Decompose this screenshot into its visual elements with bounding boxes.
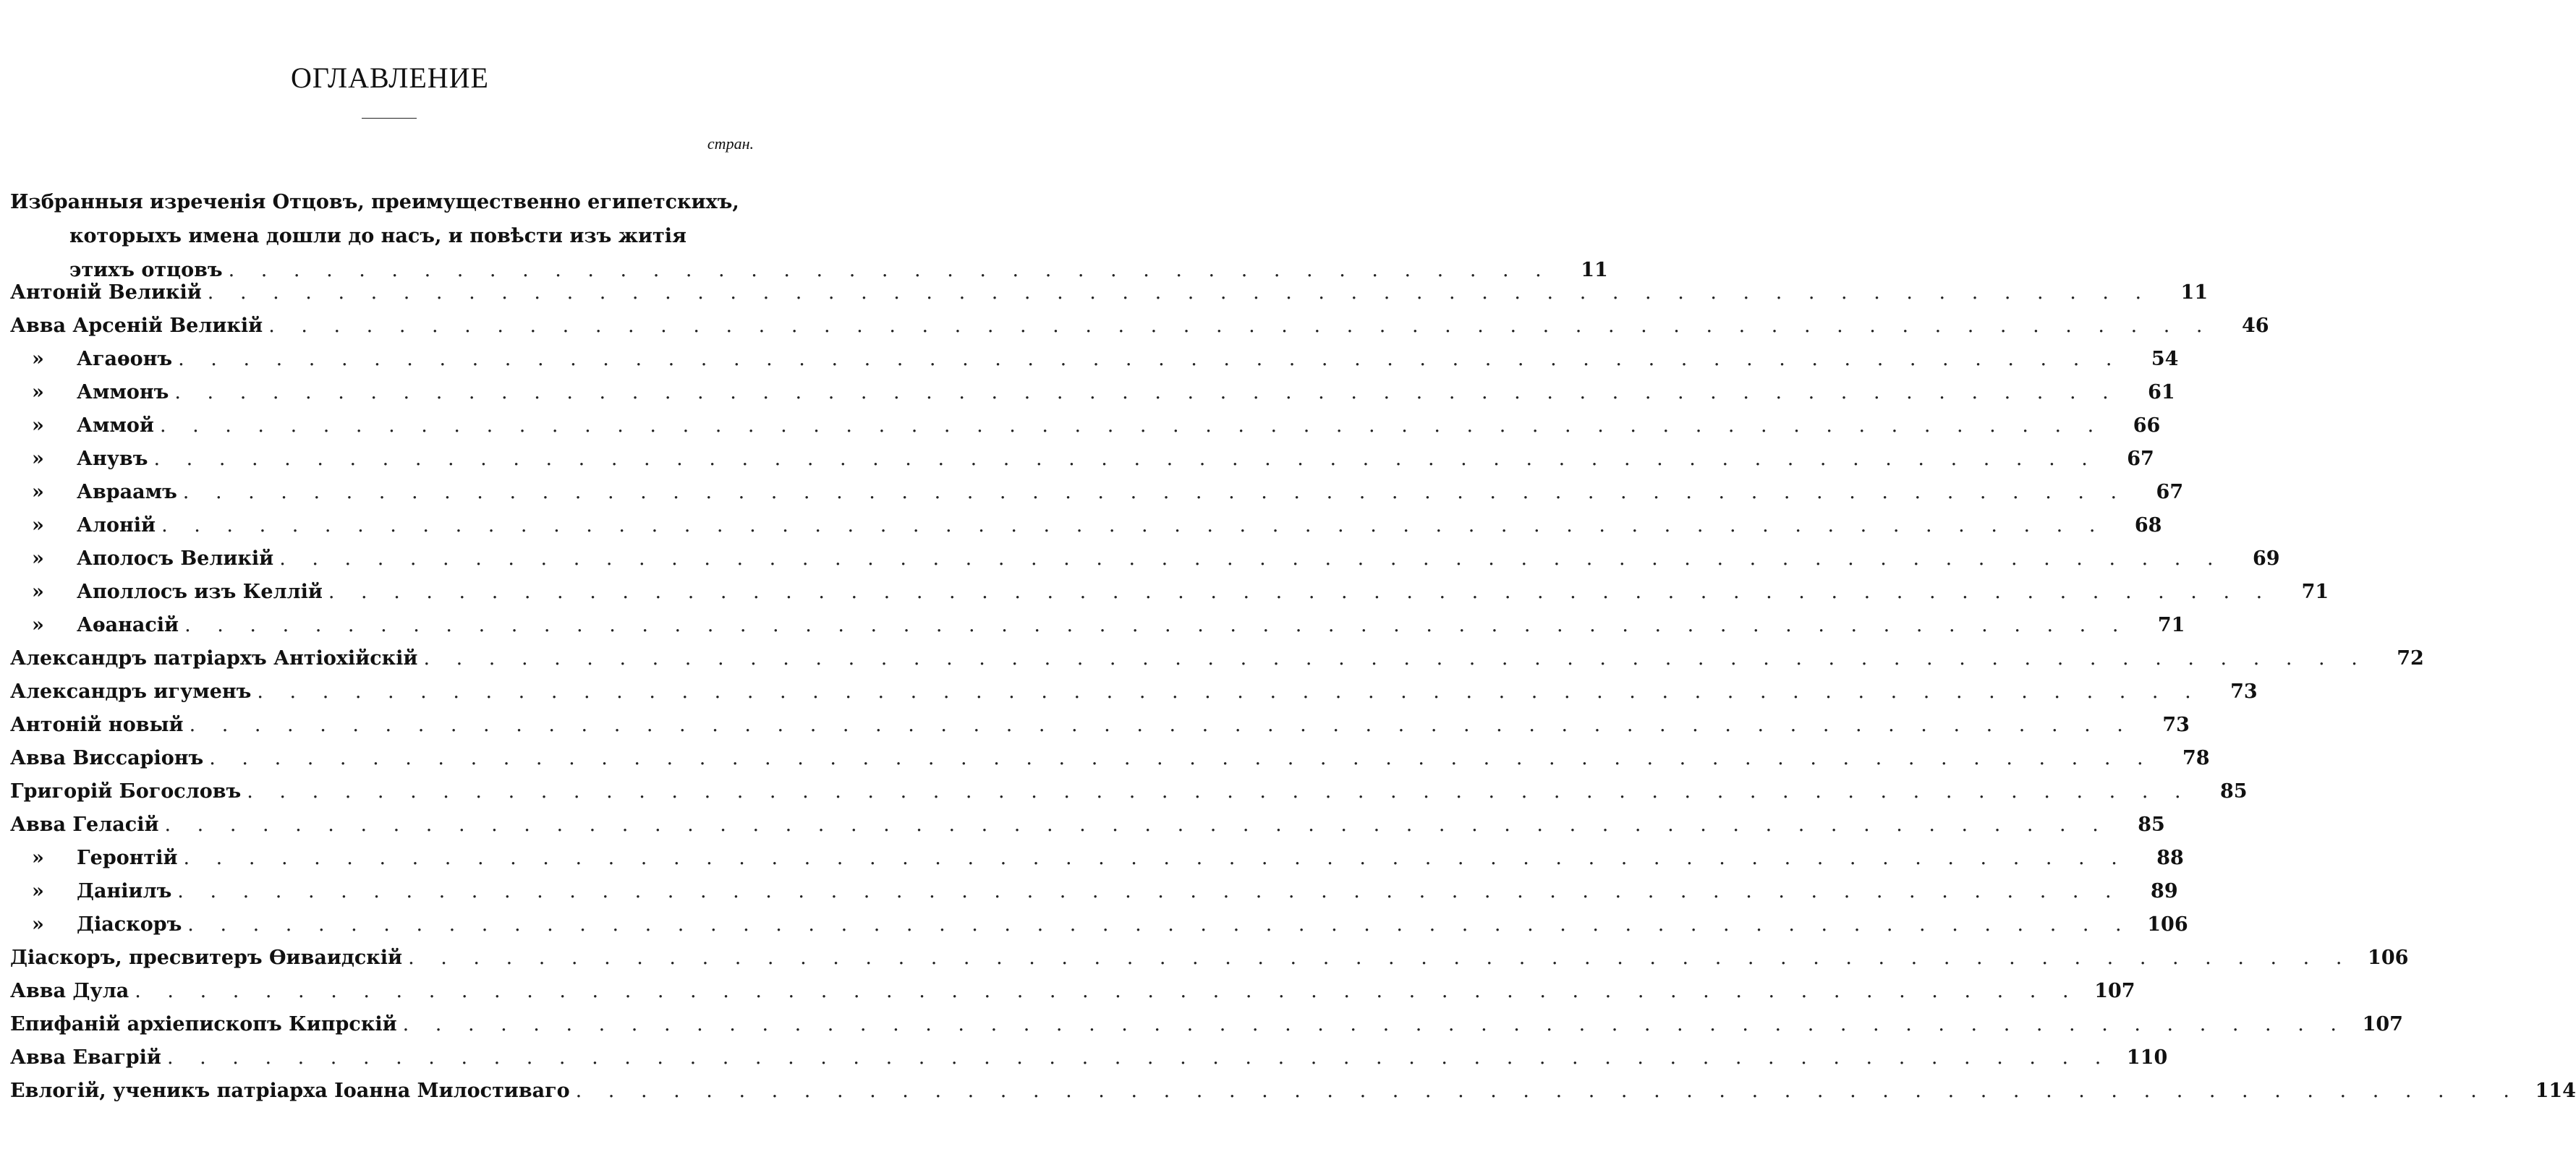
toc-row [10,614,2185,647]
toc-entry-name: Авва Виссаріонъ [10,747,204,769]
toc-row [10,414,2161,448]
toc-page-number: 46 [2241,315,2269,337]
toc-entry-name: Аполосъ Великій [77,547,274,570]
dot-leader: . . . . . . . . . . . . . . . . . . . . . . . . . . . . . . . . . . . . . . . . . . . . . . . . . . . . . . . . . . . . [207,281,2152,304]
toc-row [10,947,2409,980]
toc-page-number: 85 [2138,814,2165,836]
toc-page-number: 110 [2126,1046,2168,1069]
toc-entry-name: Даніилъ [77,880,172,902]
toc-entry-name: Геронтій [77,847,178,869]
toc-page-number: 67 [2127,448,2154,470]
toc-page-number: 11 [2180,281,2209,304]
page-column-label: стран. [707,135,754,153]
toc-row [10,680,2258,714]
ditto-mark: » [32,381,44,404]
dot-leader: . . . . . . . . . . . . . . . . . . . . . . . . . . . . . . . . . . . . . . . . . . . . . . . . . . . . . . . . . . . . [268,315,2213,337]
dot-leader: . . . . . . . . . . . . . . . . . . . . . . . . . . . . . . . . . . . . . . . . . . . . . . . . . . . . . . . . . . . . [164,814,2109,836]
intro-line-2: которыхъ имена дошли до насъ, и повѣсти изъ житія [69,225,686,247]
toc-row [10,448,2154,481]
ditto-mark: » [32,880,44,902]
toc-row [10,348,2179,381]
ditto-mark: » [32,581,44,603]
toc-row [10,647,2424,680]
dot-leader: . . . . . . . . . . . . . . . . . . . . . . . . . . . . . . . . . . . . . . . . . . . . . . . . . . . . . . . . . . . . [178,348,2122,370]
ditto-mark: » [32,481,44,503]
dot-leader: . . . . . . . . . . . . . . . . . . . . . . . . . . . . . . . . . . . . . . . . . . . . . . . . . . . . . . . . . . . . [182,481,2127,503]
toc-page-number: 66 [2133,414,2161,437]
ditto-mark: » [32,614,44,636]
dot-leader: . . . . . . . . . . . . . . . . . . . . . . . . . . . . . . . . . . . . . . . . . [228,259,1552,281]
dot-leader: . . . . . . . . . . . . . . . . . . . . . . . . . . . . . . . . . . . . . . . . . . . . . . . . . . . . . . . . . . . . [328,581,2273,603]
toc-page-number: 85 [2220,780,2248,803]
page-title: ОГЛАВЛЕНИЕ [291,61,489,94]
toc-page-number: 106 [2147,913,2188,936]
ditto-mark: » [32,414,44,437]
toc-entry-name: Діаскоръ [77,913,182,936]
ditto-mark: » [32,448,44,470]
toc-page-number: 61 [2148,381,2175,404]
toc-page-number: 68 [2134,514,2162,537]
toc-row [10,1013,2403,1046]
toc-row [10,381,2175,414]
ditto-mark: » [32,514,44,537]
toc-row [10,547,2280,581]
intro-page-number: 11 [1581,259,1608,281]
toc-page-number: 73 [2230,680,2258,703]
dot-leader: . . . . . . . . . . . . . . . . . . . . . . . . . . . . . . . . . . . . . . . . . . . . . . . . . . . . . . . . . . . . [161,514,2106,537]
intro-entry [10,185,1608,287]
toc-row [10,581,2329,614]
toc-page-number: 89 [2151,880,2178,902]
toc-entry-name: Авва Арсеній Великій [10,315,263,337]
dot-leader: . . . . . . . . . . . . . . . . . . . . . . . . . . . . . . . . . . . . . . . . . . . . . . . . . . . . . . . . . . . . [189,714,2133,736]
dot-leader: . . . . . . . . . . . . . . . . . . . . . . . . . . . . . . . . . . . . . . . . . . . . . . . . . . . . . . . . . . . . [177,880,2122,902]
toc-entries [10,281,2576,1113]
toc-entry-name: Александръ игуменъ [10,680,252,703]
toc-page-number: 71 [2301,581,2329,603]
dot-leader: . . . . . . . . . . . . . . . . . . . . . . . . . . . . . . . . . . . . . . . . . . . . . . . . . . . . . . . . . . . . [257,680,2201,703]
toc-row [10,514,2162,547]
dot-leader: . . . . . . . . . . . . . . . . . . . . . . . . . . . . . . . . . . . . . . . . . . . . . . . . . . . . . . . . . . . . [135,980,2079,1002]
dot-leader: . . . . . . . . . . . . . . . . . . . . . . . . . . . . . . . . . . . . . . . . . . . . . . . . . . . . . . . . . . . . [402,1013,2347,1036]
dot-leader: . . . . . . . . . . . . . . . . . . . . . . . . . . . . . . . . . . . . . . . . . . . . . . . . . . . . . . . . . . . . [184,614,2129,636]
dot-leader: . . . . . . . . . . . . . . . . . . . . . . . . . . . . . . . . . . . . . . . . . . . . . . . . . . . . . . . . . . . . [247,780,2191,803]
toc-page-number: 107 [2362,1013,2403,1036]
ditto-mark: » [32,348,44,370]
dot-leader: . . . . . . . . . . . . . . . . . . . . . . . . . . . . . . . . . . . . . . . . . . . . . . . . . . . . . . . . . . . . [408,947,2352,969]
toc-page-number: 73 [2162,714,2190,736]
toc-page-number: 106 [2368,947,2409,969]
toc-entry-name: Аммой [77,414,154,437]
toc-entry-name: Антоній новый [10,714,184,736]
toc-entry-name: Анувъ [77,448,148,470]
toc-entry-name: Аѳанасій [77,614,179,636]
dot-leader: . . . . . . . . . . . . . . . . . . . . . . . . . . . . . . . . . . . . . . . . . . . . . . . . . . . . . . . . . . . . [187,913,2132,936]
ditto-mark: » [32,847,44,869]
toc-row [10,747,2210,780]
toc-entry-name: Алоній [77,514,156,537]
toc-row [10,814,2165,847]
toc-entry-name: Аммонъ [77,381,169,404]
dot-leader: . . . . . . . . . . . . . . . . . . . . . . . . . . . . . . . . . . . . . . . . . . . . . . . . . . . . . . . . . . . . [279,547,2224,570]
ditto-mark: » [32,547,44,570]
toc-row [10,1046,2168,1080]
toc-row [10,1080,2576,1113]
toc-entry-name: Авва Евагрій [10,1046,161,1069]
dot-leader: . . . . . . . . . . . . . . . . . . . . . . . . . . . . . . . . . . . . . . . . . . . . . . . . . . . . . . . . . . . . [209,747,2154,769]
dot-leader: . . . . . . . . . . . . . . . . . . . . . . . . . . . . . . . . . . . . . . . . . . . . . . . . . . . . . . . . . . . . [423,647,2368,670]
toc-row [10,315,2269,348]
dot-leader: . . . . . . . . . . . . . . . . . . . . . . . . . . . . . . . . . . . . . . . . . . . . . . . . . . . . . . . . . . . . [166,1046,2112,1069]
toc-page-number: 69 [2252,547,2280,570]
toc-row [10,847,2184,880]
toc-row [10,880,2178,913]
toc-page-number: 67 [2156,481,2184,503]
dot-leader: . . . . . . . . . . . . . . . . . . . . . . . . . . . . . . . . . . . . . . . . . . . . . . . . . . . . . . . . . . . . [575,1080,2520,1102]
toc-row [10,281,2209,315]
toc-entry-name: Діаскоръ, пресвитеръ Ѳиваидскій [10,947,403,969]
ditto-mark: » [32,913,44,936]
toc-entry-name: Антоній Великій [10,281,202,304]
toc-page-number: 72 [2397,647,2424,670]
title-rule [362,118,417,119]
toc-entry-name: Епифаній архіепископъ Кипрскій [10,1013,397,1036]
toc-entry-name: Александръ патріархъ Антіохійскій [10,647,418,670]
toc-entry-name: Агаѳонъ [77,348,173,370]
intro-line-1: Избранныя изреченія Отцовъ, преимущественно египетскихъ, [10,191,739,213]
toc-entry-name: Авва Дула [10,980,129,1002]
toc-page-number: 78 [2182,747,2210,769]
dot-leader: . . . . . . . . . . . . . . . . . . . . . . . . . . . . . . . . . . . . . . . . . . . . . . . . . . . . . . . . . . . . [174,381,2119,404]
toc-row [10,481,2184,514]
toc-row [10,980,2135,1013]
toc-row [10,913,2188,947]
toc-entry-name: Аполлосъ изъ Келлій [77,581,323,603]
toc-entry-name: Авва Геласій [10,814,159,836]
dot-leader: . . . . . . . . . . . . . . . . . . . . . . . . . . . . . . . . . . . . . . . . . . . . . . . . . . . . . . . . . . . . [183,847,2127,869]
toc-page-number: 54 [2151,348,2179,370]
toc-row [10,714,2190,747]
toc-page-number: 114 [2535,1080,2576,1102]
toc-entry-name: Евлогій, ученикъ патріарха Іоанна Милостиваго [10,1080,570,1102]
toc-page-number: 107 [2094,980,2135,1002]
toc-page-number: 71 [2157,614,2185,636]
intro-line-3: этихъ отцовъ [69,259,223,281]
toc-entry-name: Григорій Богословъ [10,780,242,803]
dot-leader: . . . . . . . . . . . . . . . . . . . . . . . . . . . . . . . . . . . . . . . . . . . . . . . . . . . . . . . . . . . . [159,414,2104,437]
dot-leader: . . . . . . . . . . . . . . . . . . . . . . . . . . . . . . . . . . . . . . . . . . . . . . . . . . . . . . . . . . . . [153,448,2098,470]
toc-page-number: 88 [2156,847,2184,869]
toc-row [10,780,2248,814]
toc-entry-name: Авраамъ [77,481,177,503]
